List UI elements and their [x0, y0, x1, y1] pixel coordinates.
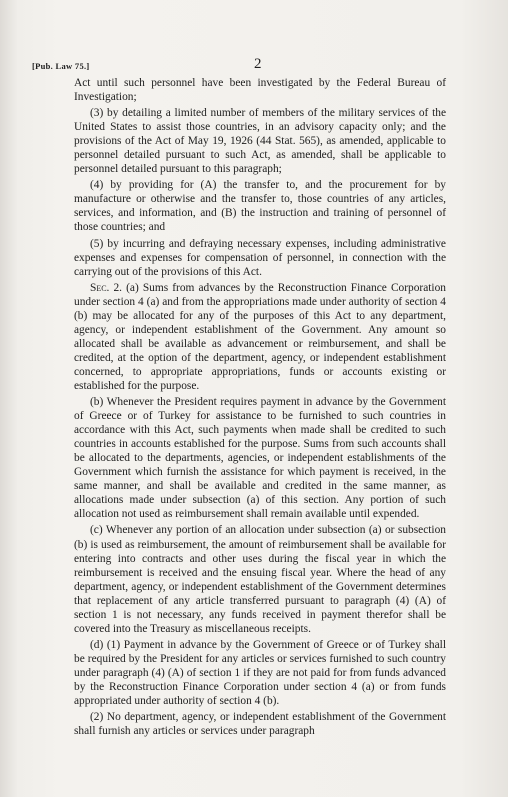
paragraph-text: (c) Whenever any portion of an allocation under subsection (a) or subsection (b) is used as reimbursement, the amount of reimbursement shall be available for entering into contracts and other uses during the fiscal year in which the reimbursement is received and the ensuing fiscal year. Where the head of any department, agency, or independent establishment of the Government determines that replacement of any article transferred pursuant to paragraph (4) (A) of section 1 is not necessary, any funds received in payment therefor shall be covered into the Treasury as miscellaneous receipts.	[74, 524, 446, 635]
page-number: 2	[254, 56, 262, 72]
document-body	[74, 76, 446, 740]
paragraph-item-3	[74, 106, 446, 176]
paragraph-text: (3) by detailing a limited number of members of the military services of the United States to assist those countries, in an advisory capacity only; and the provisions of the Act of May 19, 1926 (44 Stat. 565), as amended, applicable to personnel detailed pursuant to such Act, as amended, shall be applicable to personnel detailed pursuant to this paragraph;	[74, 107, 446, 176]
section-heading: Sec. 2.	[90, 281, 123, 294]
paragraph-text: (a) Sums from advances by the Reconstruction Finance Corporation under section 4 (a) and from the appropriations made under authority of section 4 (b) may be allocated for any of the purposes of this Act to any department, agency, or independent establishment of the Government. Any amount so allocated shall be available as advancement or reimbursement, and shall be credited, at the option of the department, agency, or independent establishment concerned, to appropriate appropriations, funds or accounts existing or established for the purpose.	[74, 281, 446, 392]
paragraph-text: (2) No department, agency, or independent establishment of the Government shall furnish any articles or services under paragraph	[74, 711, 446, 738]
section-2-d-2	[74, 710, 446, 738]
public-law-reference: [Pub. Law 75.]	[32, 61, 90, 71]
paragraph-text: (d) (1) Payment in advance by the Government of Greece or of Turkey shall be required by the President for any articles or services furnished to such country under paragraph (4) (A) of section 1 if they are not paid for from funds advanced by the Reconstruction Finance Corporation under section 4 (a) or from funds appropriated under authority of section 4 (b).	[74, 638, 446, 708]
paragraph-item-5	[74, 237, 446, 279]
paragraph-text: (b) Whenever the President requires payment in advance by the Government of Greece or of Turkey for assistance to be furnished to such countries in accordance with this Act, such payments when made shall be credited to such countries in accounts established for the purpose. Sums from such accounts shall be allocated to the departments, agencies, or independent establishments of the Government which furnish the assistance for which payment is received, in the same manner, and shall be available and credited in the same manner, as allocations made under subsection (a) of this section. Any portion of such allocation not used as reimbursement shall remain available until expended.	[74, 396, 446, 521]
paragraph-text: Act until such personnel have been investigated by the Federal Bureau of Investigation;	[74, 77, 446, 104]
paragraph-continuation	[74, 76, 446, 104]
section-2-a	[74, 281, 446, 393]
paragraph-text: (5) by incurring and defraying necessary expenses, including administrative expenses and expenses for compensation of personnel, in connection with the carrying out of the provisions of this Act.	[74, 237, 446, 278]
paragraph-item-4	[74, 178, 446, 234]
section-2-d-1	[74, 638, 446, 708]
page-header	[26, 58, 466, 78]
section-2-b	[74, 395, 446, 521]
paragraph-text: (4) by providing for (A) the transfer to, and the procurement for by manufacture or otherwise and the transfer to, those countries of any articles, services, and information, and (B) the instruction and training of personnel of those countries; and	[74, 179, 446, 234]
section-2-c	[74, 523, 446, 635]
